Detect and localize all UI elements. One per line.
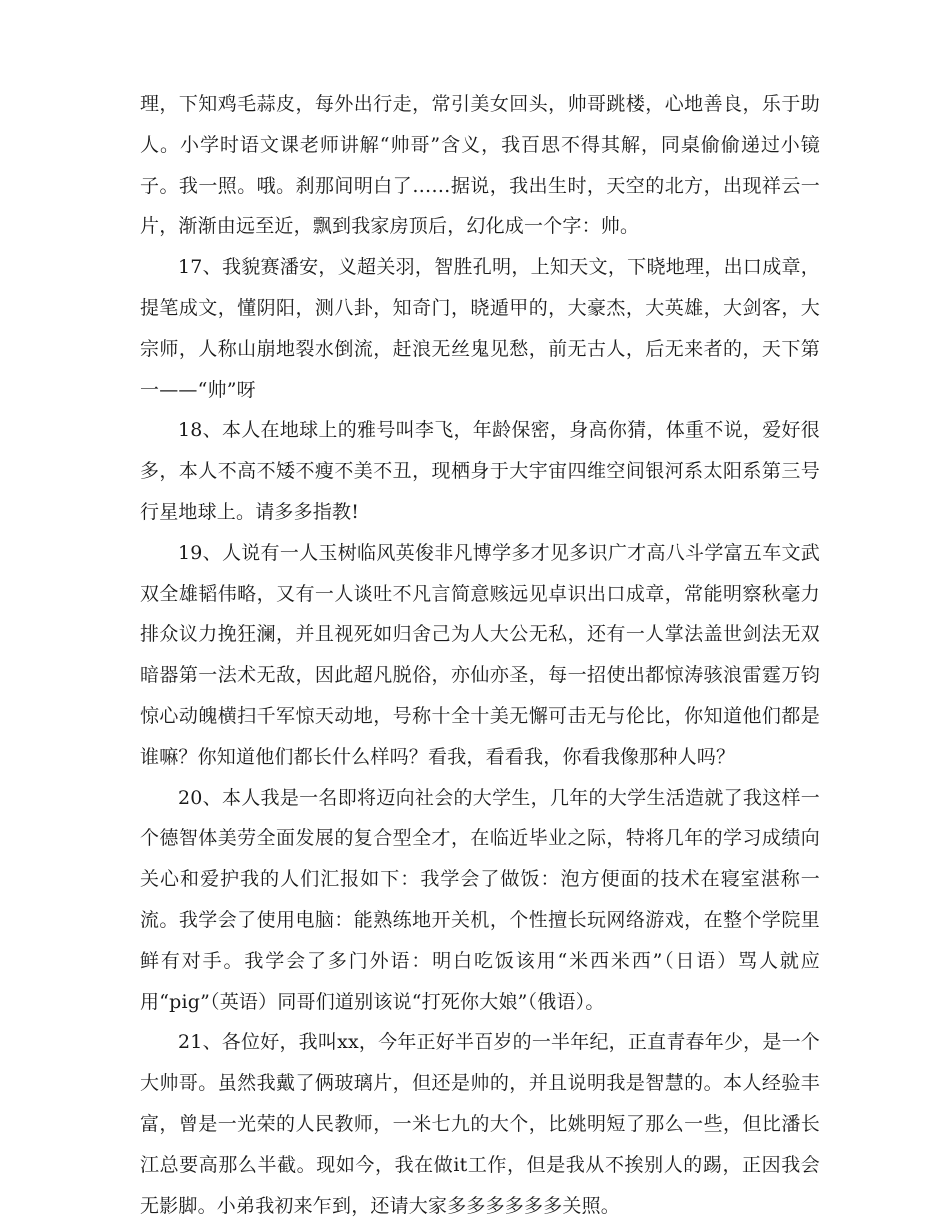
paragraph-20: 20、本人我是一名即将迈向社会的大学生，几年的大学生活造就了我这样一个德智体美劳全面发展的复合型全才，在临近毕业之际，特将几年的学习成绩向关心和爱护我的人们汇报如下：我学会了做饭：泡方便面的技术在寝室湛称一流。我学会了使用电脑：能熟练地开关机，个性擅长玩网络游戏，在整个学院里鲜有对手。我学会了多门外语：明白吃饭该用“米西米西”（日语）骂人就应用“pig”（英语）同哥们道别该说“打死你大娘”（俄语）。	[140, 786, 820, 1013]
paragraph-19: 19、人说有一人玉树临风英俊非凡博学多才见多识广才高八斗学富五车文武双全雄韬伟略，又有一人谈吐不凡言简意赅远见卓识出口成章，常能明察秋毫力排众议力挽狂澜，并且视死如归舍己为人大公无私，还有一人掌法盖世剑法无双暗器第一法术无敌，因此超凡脱俗，亦仙亦圣，每一招使出都惊涛骇浪雷霆万钧惊心动魄横扫千军惊天动地，号称十全十美无懈可击无与伦比，你知道他们都是谁嘛？你知道他们都长什么样吗？看我，看看我，你看我像那种人吗？	[140, 541, 820, 768]
paragraph-17: 17、我貌赛潘安，义超关羽，智胜孔明，上知天文，下晓地理，出口成章，提笔成文，懂阴阳，测八卦，知奇门，晓遁甲的，大豪杰，大英雄，大剑客，大宗师，人称山崩地裂水倒流，赶浪无丝鬼见愁，前无古人，后无来者的，天下第一——“帅”呀	[140, 256, 820, 401]
paragraph-16-continued: 理，下知鸡毛蒜皮，每外出行走，常引美女回头，帅哥跳楼，心地善良，乐于助人。小学时语文课老师讲解“帅哥”含义，我百思不得其解，同桌偷偷递过小镜子。我一照。哦。刹那间明白了……据说，我出生时，天空的北方，出现祥云一片，渐渐由远至近，飘到我家房顶后，幻化成一个字：帅。	[140, 93, 820, 238]
document-body	[140, 84, 820, 1226]
paragraph-18: 18、本人在地球上的雅号叫李飞，年龄保密，身高你猜，体重不说，爱好很多，本人不高不矮不瘦不美不丑，现栖身于大宇宙四维空间银河系太阳系第三号行星地球上。请多多指教!	[140, 419, 820, 523]
paragraph-21: 21、各位好，我叫xx，今年正好半百岁的一半年纪，正直青春年少，是一个大帅哥。虽然我戴了俩玻璃片，但还是帅的，并且说明我是智慧的。本人经验丰富，曾是一光荣的人民教师，一米七九的大个，比姚明短了那么一些，但比潘长江总要高那么半截。现如今，我在做it工作，但是我从不挨别人的踢，正因我会无影脚。小弟我初来乍到，还请大家多多多多多多关照。	[140, 1031, 820, 1217]
